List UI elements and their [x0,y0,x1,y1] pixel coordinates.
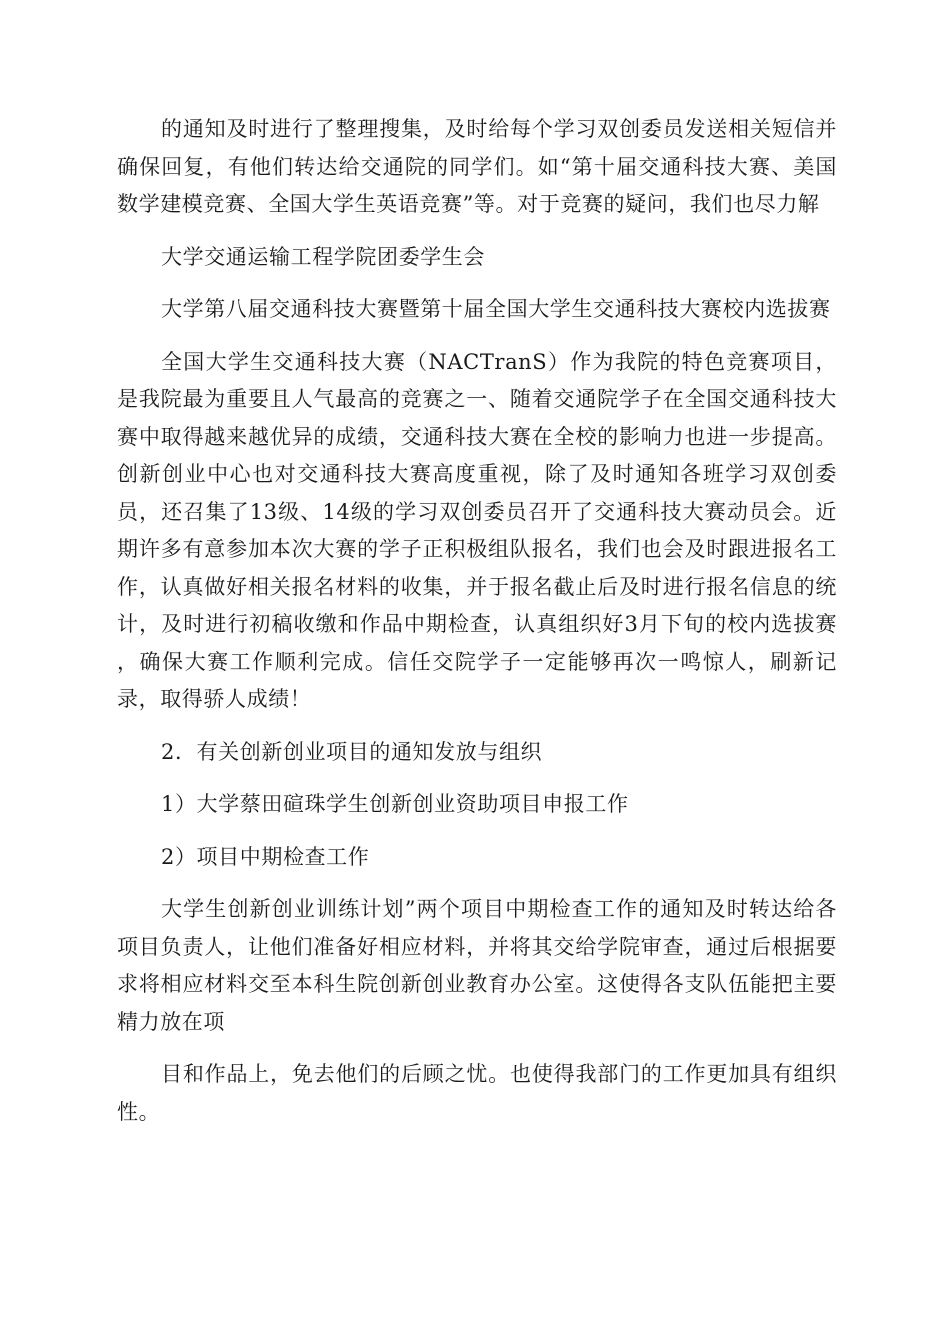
paragraph-5: 2．有关创新创业项目的通知发放与组织 [161,739,543,764]
paragraph-7: 2）项目中期检查工作 [161,844,370,869]
paragraph-6: 1）大学蔡田碹珠学生创新创业资助项目申报工作 [161,792,629,816]
paragraph-3: 大学第八届交通科技大赛暨第十届全国大学生交通科技大赛校内选拔赛 [161,297,831,321]
paragraph-8: 大学生创新创业训练计划”两个项目中期检查工作的通知及时转达给各项目负责人，让他们准备好相应材料，并将其交给学院审查，通过后根据要求将相应材料交至本科生院创新创业教育办公室。这使得各支队伍能把主要精力放在项 [117,897,837,1034]
paragraph-4: 全国大学生交通科技大赛（NACTranS）作为我院的特色竞赛项目，是我院最为重要且人气最高的竞赛之一、随着交通院学子在全国交通科技大赛中取得越来越优异的成绩，交通科技大赛在全校的影响力也进一步提高。创新创业中心也对交通科技大赛高度重视，除了及时通知各班学习双创委员，还召集了13级、14级的学习双创委员召开了交通科技大赛动员会。近期许多有意参加本次大赛的学子正积极组队报名，我们也会及时跟进报名工作，认真做好相关报名材料的收集，并于报名截止后及时进行报名信息的统计，及时进行初稿收缴和作品中期检查，认真组织好3月下旬的校内选拔赛 ，确保大赛工作顺利完成。信任交院学子一定能够再次一鸣惊人，刷新记录，取得骄人成绩！ [117,349,837,711]
document-page [117,111,837,1131]
paragraph-9: 目和作品上，免去他们的后顾之忧。也使得我部门的工作更加具有组织性。 [117,1062,837,1124]
paragraph-1: 的通知及时进行了整理搜集，及时给每个学习双创委员发送相关短信并确保回复，有他们转达给交通院的同学们。如“第十届交通科技大赛、美国数学建模竞赛、全国大学生英语竞赛”等。对于竞赛的疑问，我们也尽力解 [117,117,837,216]
paragraph-2: 大学交通运输工程学院团委学生会 [161,244,485,269]
